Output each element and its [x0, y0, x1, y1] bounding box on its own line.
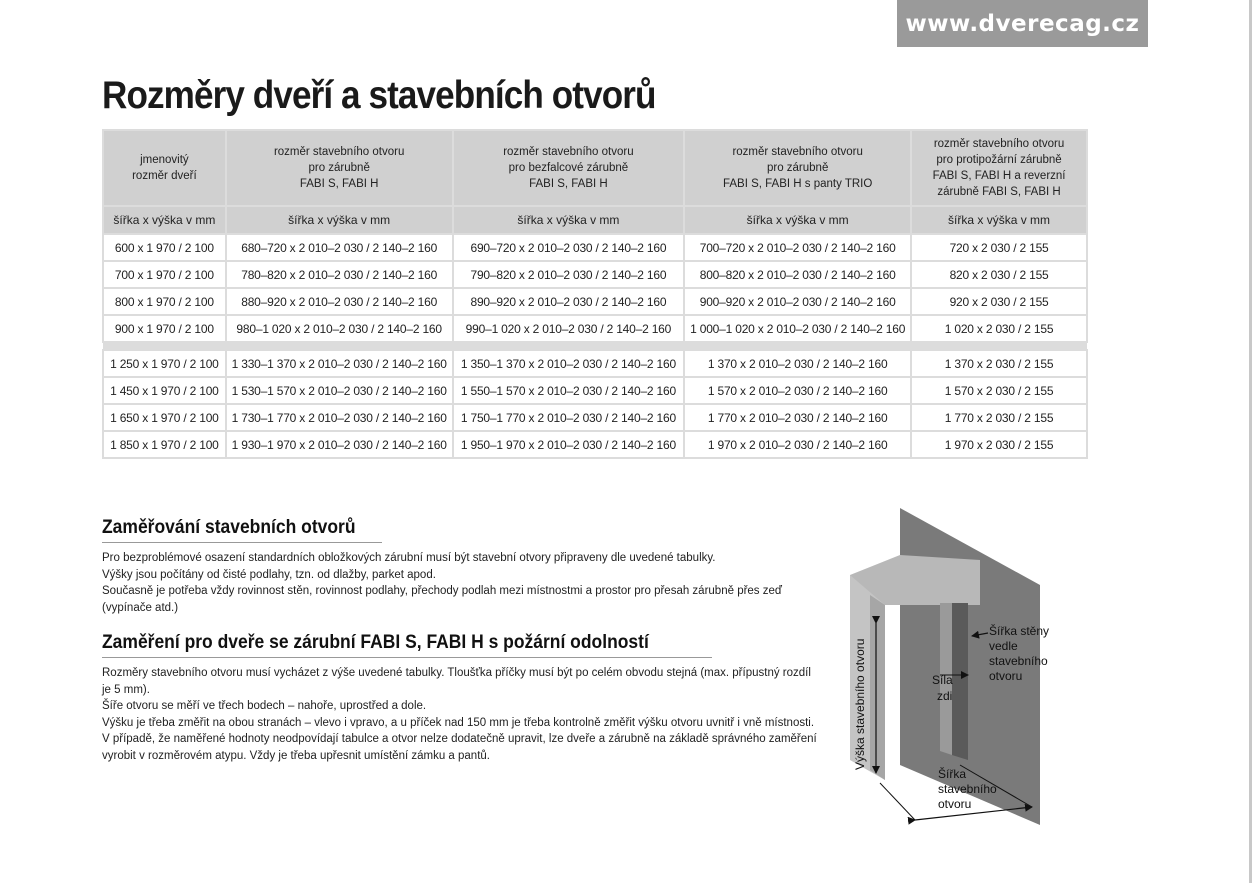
table-row — [103, 315, 1087, 342]
paragraph-line: (vypínače atd.) — [102, 601, 179, 614]
table-cell: 700–720 x 2 010–2 030 / 2 140–2 160 — [684, 234, 911, 261]
table-cell: 1 750–1 770 x 2 010–2 030 / 2 140–2 160 — [453, 404, 685, 431]
table-cell: 820 x 2 030 / 2 155 — [911, 261, 1087, 288]
units-cell: šířka x výška v mm — [103, 206, 226, 234]
page-title: Rozměry dveří a stavebních otvorů — [102, 74, 656, 117]
label-wall-width-4: otvoru — [989, 669, 1023, 683]
column-header — [103, 130, 226, 206]
table-cell: 1 770 x 2 030 / 2 155 — [911, 404, 1087, 431]
table-cell: 890–920 x 2 010–2 030 / 2 140–2 160 — [453, 288, 685, 315]
table-cell: 1 370 x 2 030 / 2 155 — [911, 350, 1087, 377]
paragraph-line: Současně je potřeba vždy rovinnost stěn, rovinnost podlahy, přechody podlah mezi místnostmi a prostor pro přesah zárubně přes zeď — [102, 585, 782, 597]
column-header — [684, 130, 911, 206]
separator-cell — [103, 342, 1087, 350]
column-header-line: rozměr dveří — [132, 170, 197, 182]
table-row — [103, 377, 1087, 404]
table-cell: 1 250 x 1 970 / 2 100 — [103, 350, 226, 377]
table-cell: 780–820 x 2 010–2 030 / 2 140–2 160 — [226, 261, 453, 288]
table-cell: 1 570 x 2 030 / 2 155 — [911, 377, 1087, 404]
table-cell: 1 970 x 2 010–2 030 / 2 140–2 160 — [684, 431, 911, 458]
units-cell: šířka x výška v mm — [226, 206, 453, 234]
table-cell: 1 850 x 1 970 / 2 100 — [103, 431, 226, 458]
column-header-line: rozměr stavebního otvoru — [732, 146, 863, 158]
section-text-fire-rated — [102, 665, 817, 764]
section-underline — [102, 542, 382, 543]
section-underline — [102, 657, 712, 658]
column-header — [911, 130, 1087, 206]
column-header — [226, 130, 453, 206]
table-cell: 680–720 x 2 010–2 030 / 2 140–2 160 — [226, 234, 453, 261]
table-cell: 790–820 x 2 010–2 030 / 2 140–2 160 — [453, 261, 685, 288]
column-header-line: jmenovitý — [140, 154, 189, 166]
table-cell: 980–1 020 x 2 010–2 030 / 2 140–2 160 — [226, 315, 453, 342]
table-cell: 1 550–1 570 x 2 010–2 030 / 2 140–2 160 — [453, 377, 685, 404]
label-wall-width-3: stavebního — [989, 654, 1048, 668]
units-cell: šířka x výška v mm — [453, 206, 685, 234]
table-row — [103, 431, 1087, 458]
column-header-line: pro zárubně — [766, 162, 829, 174]
table-separator — [103, 342, 1087, 350]
section-heading-measuring: Zaměřování stavebních otvorů — [102, 517, 356, 538]
label-wall-width-1: Šířka stěny — [989, 624, 1050, 638]
label-wall-thickness-2: zdi — [937, 689, 953, 703]
table-cell: 1 770 x 2 010–2 030 / 2 140–2 160 — [684, 404, 911, 431]
table-row — [103, 288, 1087, 315]
table-cell: 1 970 x 2 030 / 2 155 — [911, 431, 1087, 458]
column-header-line: FABI S, FABI H — [529, 178, 608, 190]
table-row — [103, 234, 1087, 261]
paragraph-line: Pro bezproblémové osazení standardních obložkových zárubní musí být stavební otvory připraveny dle uvedené tabulky. — [102, 552, 716, 564]
table-cell: 1 020 x 2 030 / 2 155 — [911, 315, 1087, 342]
table-cell: 1 350–1 370 x 2 010–2 030 / 2 140–2 160 — [453, 350, 685, 377]
table-cell: 1 570 x 2 010–2 030 / 2 140–2 160 — [684, 377, 911, 404]
units-cell: šířka x výška v mm — [911, 206, 1087, 234]
label-opening-width-1: Šířka — [938, 767, 967, 781]
table-cell: 1 000–1 020 x 2 010–2 030 / 2 140–2 160 — [684, 315, 911, 342]
table-cell: 720 x 2 030 / 2 155 — [911, 234, 1087, 261]
table-cell: 1 330–1 370 x 2 010–2 030 / 2 140–2 160 — [226, 350, 453, 377]
label-wall-thickness-1: Síla — [932, 673, 953, 687]
table-cell: 800 x 1 970 / 2 100 — [103, 288, 226, 315]
column-header-line: pro zárubně — [308, 162, 370, 174]
column-header-line: rozměr stavebního otvoru — [503, 146, 634, 158]
label-wall-width-2: vedle — [989, 639, 1018, 653]
column-header-line: rozměr stavebního otvoru — [273, 146, 405, 158]
table-cell: 1 370 x 2 010–2 030 / 2 140–2 160 — [684, 350, 911, 377]
column-header-line: pro protipožární zárubně — [936, 154, 1062, 166]
table-row — [103, 350, 1087, 377]
paragraph-line: Šíře otvoru se měří ve třech bodech – nahoře, uprostřed a dole. — [102, 700, 427, 712]
label-opening-width-3: otvoru — [938, 797, 972, 811]
column-header — [453, 130, 685, 206]
column-header-line: pro bezfalcové zárubně — [508, 162, 629, 174]
paragraph-line: vyrobit v rozměrovém atypu. Vždy je třeba upřesnit umístění zámku a pantů. — [102, 749, 490, 762]
table-cell: 700 x 1 970 / 2 100 — [103, 261, 226, 288]
table-cell: 1 530–1 570 x 2 010–2 030 / 2 140–2 160 — [226, 377, 453, 404]
table-header-row — [103, 130, 1087, 206]
dimensions-table — [102, 129, 1088, 459]
opening-diagram — [840, 505, 1060, 835]
table-cell: 1 950–1 970 x 2 010–2 030 / 2 140–2 160 — [453, 431, 685, 458]
table-cell: 990–1 020 x 2 010–2 030 / 2 140–2 160 — [453, 315, 685, 342]
table-row — [103, 404, 1087, 431]
table-cell: 600 x 1 970 / 2 100 — [103, 234, 226, 261]
website-url-badge[interactable]: www.dverecag.cz — [897, 0, 1148, 47]
section-heading-fire-rated: Zaměření pro dveře se zárubní FABI S, FABI H s požární odolností — [102, 632, 649, 653]
paragraph-line: Výšky jsou počítány od čisté podlahy, tzn. od dlažby, parket apod. — [102, 568, 436, 581]
left-jamb-depth-shape — [870, 595, 885, 780]
label-opening-width-2: stavebního — [938, 782, 997, 796]
table-cell: 900–920 x 2 010–2 030 / 2 140–2 160 — [684, 288, 911, 315]
column-header-line: FABI S, FABI H a reverzní — [932, 170, 1066, 182]
paragraph-line: Výšku je třeba změřit na obou stranách – vlevo i vpravo, a u příček nad 150 mm je třeba kontrolně změřit výšku otvoru uvnitř i vně místnosti. — [102, 716, 815, 729]
column-header-line: rozměr stavebního otvoru — [933, 138, 1065, 150]
paragraph-line: Rozměry stavebního otvoru musí vycházet z výše uvedené tabulky. Tloušťka příčky musí být po celém obvodu stejná (max. přípustný rozdíl — [102, 667, 811, 679]
section-text-measuring — [102, 550, 782, 616]
table-row — [103, 261, 1087, 288]
table-cell: 900 x 1 970 / 2 100 — [103, 315, 226, 342]
column-header-line: zárubně FABI S, FABI H — [937, 186, 1061, 198]
table-cell: 920 x 2 030 / 2 155 — [911, 288, 1087, 315]
table-cell: 1 930–1 970 x 2 010–2 030 / 2 140–2 160 — [226, 431, 453, 458]
paragraph-line: V případě, že naměřené hodnoty neodpovídají tabulce a otvor nelze dodatečně upravit, lze dveře a zárubně na základě správného zaměření — [102, 733, 817, 745]
right-jamb-shape — [952, 603, 968, 760]
table-cell: 1 650 x 1 970 / 2 100 — [103, 404, 226, 431]
column-header-line: FABI S, FABI H — [299, 178, 379, 190]
table-cell: 690–720 x 2 010–2 030 / 2 140–2 160 — [453, 234, 685, 261]
paragraph-line: je 5 mm). — [102, 683, 150, 696]
table-cell: 1 730–1 770 x 2 010–2 030 / 2 140–2 160 — [226, 404, 453, 431]
table-units-row — [103, 206, 1087, 234]
table-cell: 800–820 x 2 010–2 030 / 2 140–2 160 — [684, 261, 911, 288]
table-cell: 1 450 x 1 970 / 2 100 — [103, 377, 226, 404]
table-cell: 880–920 x 2 010–2 030 / 2 140–2 160 — [226, 288, 453, 315]
label-opening-height: Výška stavebního otvoru — [853, 638, 867, 770]
column-header-line: FABI S, FABI H s panty TRIO — [722, 178, 873, 190]
units-cell: šířka x výška v mm — [684, 206, 911, 234]
